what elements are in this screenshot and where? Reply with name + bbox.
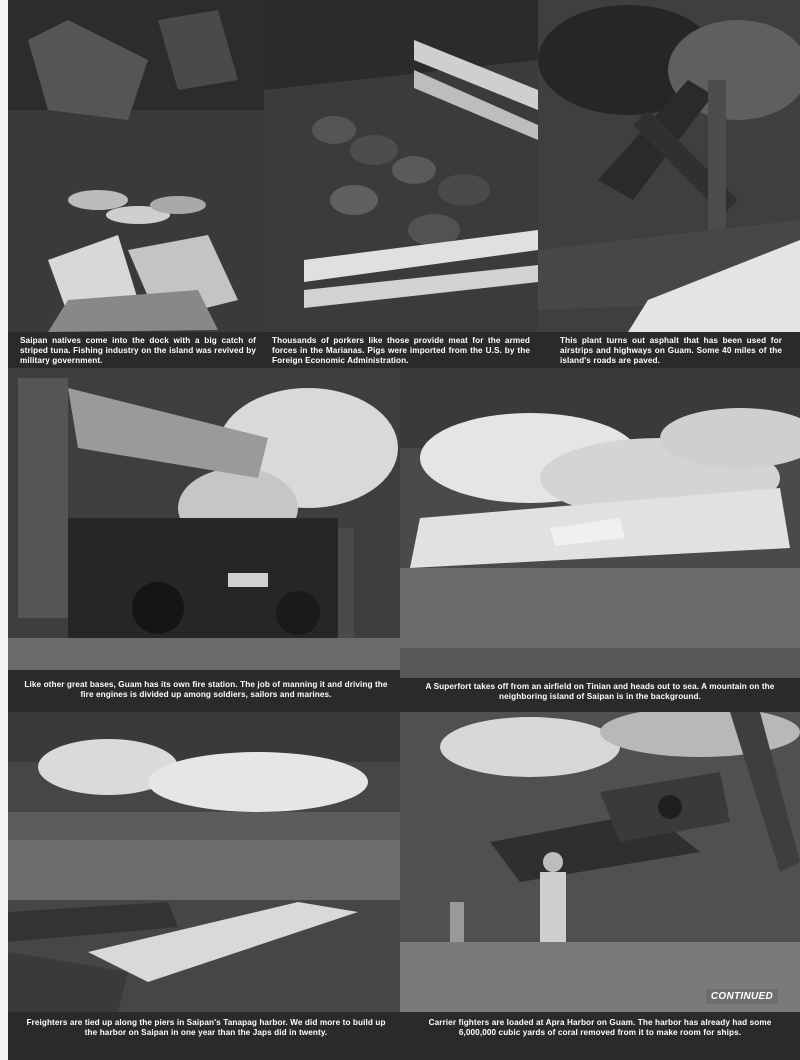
caption-fishermen-tuna: Saipan natives come into the dock with a big catch of striped tuna. Fishing industry on the island was revived by military government. bbox=[20, 336, 256, 365]
caption-carrier-fighters: Carrier fighters are loaded at Apra Harbor on Guam. The harbor has already had some 6,000,000 cubic yards of coral removed from it to make room for ships. bbox=[428, 1018, 772, 1037]
asphalt-plant-image bbox=[538, 0, 800, 368]
carrier-fighters-image bbox=[400, 712, 800, 1060]
caption-harbor: Freighters are tied up along the piers in Saipan's Tanapag harbor. We did more to build up the harbor on Saipan in one year than the Japs did in twenty. bbox=[26, 1018, 386, 1037]
photo-fire-truck bbox=[8, 368, 400, 712]
photo-asphalt-plant bbox=[538, 0, 800, 368]
continued-badge: CONTINUED bbox=[706, 989, 778, 1004]
fishermen-tuna-image bbox=[8, 0, 264, 368]
caption-pigs-pen: Thousands of porkers like those provide meat for the armed forces in the Marianas. Pigs were imported from the U.S. by the Foreign Economic Administration. bbox=[272, 336, 530, 365]
superfort-image bbox=[400, 368, 800, 712]
caption-asphalt-plant: This plant turns out asphalt that has been used for airstrips and highways on Guam. Some 40 miles of the island's roads are paved. bbox=[560, 336, 782, 365]
photo-pigs-pen bbox=[264, 0, 538, 368]
harbor-image bbox=[8, 712, 400, 1060]
photo-carrier-fighters bbox=[400, 712, 800, 1060]
photo-harbor bbox=[8, 712, 400, 1060]
photo-fishermen-tuna bbox=[8, 0, 264, 368]
photo-superfort bbox=[400, 368, 800, 712]
fire-truck-image bbox=[8, 368, 400, 712]
caption-superfort: A Superfort takes off from an airfield on Tinian and heads out to sea. A mountain on the neighboring island of Saipan is in the background. bbox=[425, 682, 775, 701]
pigs-pen-image bbox=[264, 0, 538, 368]
caption-fire-truck: Like other great bases, Guam has its own fire station. The job of manning it and driving the fire engines is divided up among soldiers, sailors and marines. bbox=[24, 680, 388, 699]
